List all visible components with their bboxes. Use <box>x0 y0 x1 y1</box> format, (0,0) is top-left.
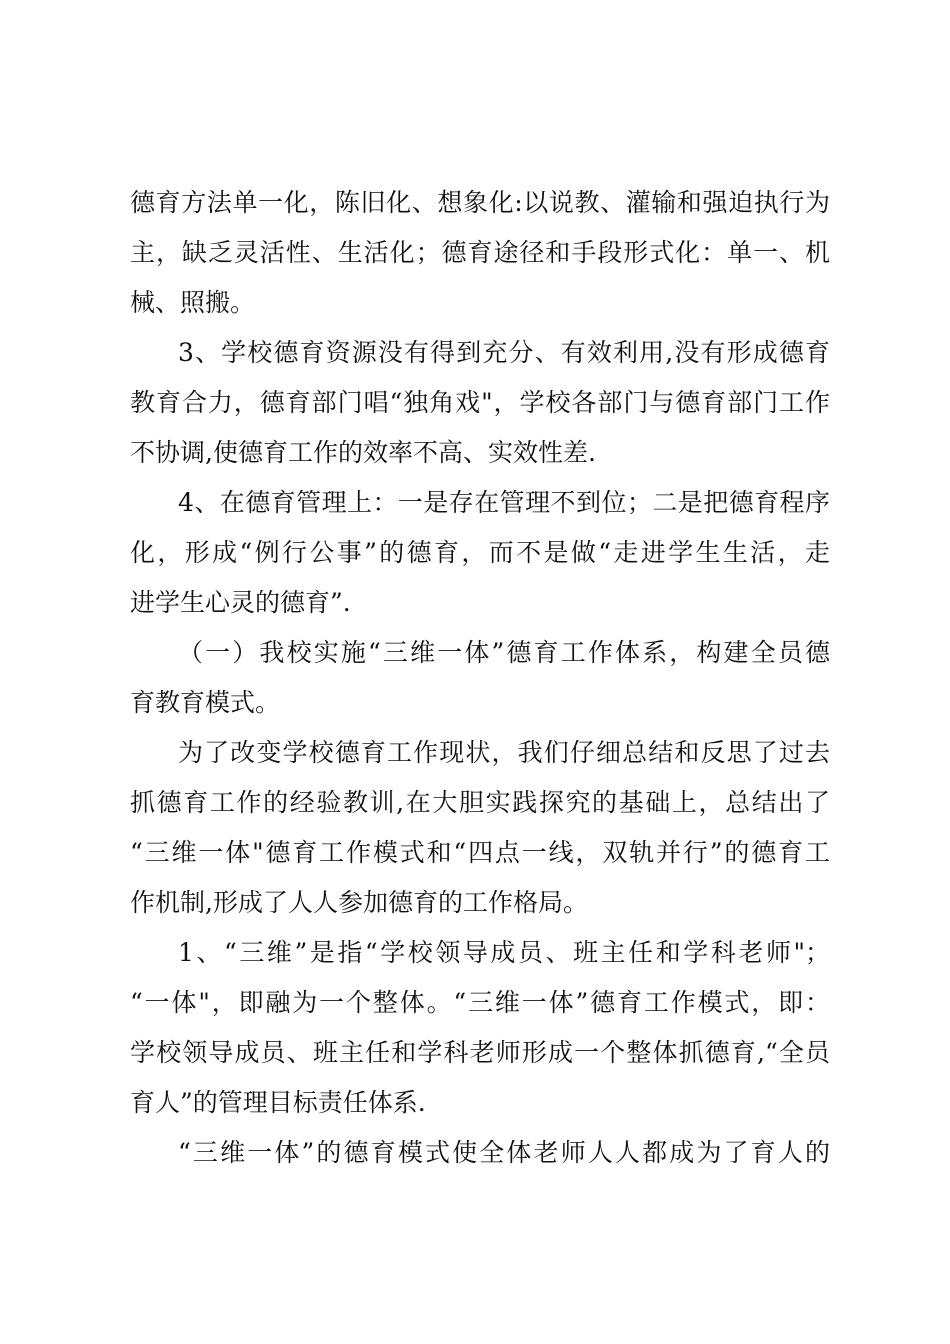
section-heading: （一）我校实施“三维一体”德育工作体系，构建全员德 <box>178 638 830 667</box>
section-heading: 育教育模式。 <box>130 688 281 717</box>
text-line: “三维一体"德育工作模式和“四点一线，双轨并行”的德育工 <box>130 838 830 867</box>
text-line: 械、照搬。 <box>130 288 256 317</box>
text-line: 学校领导成员、班主任和学科老师形成一个整体抓德育,“全员 <box>130 1038 830 1067</box>
text-line: 育人”的管理目标责任体系. <box>130 1088 426 1117</box>
text-line: 主，缺乏灵活性、生活化；德育途径和手段形式化：单一、机 <box>130 238 830 267</box>
text-line: 不协调,使德育工作的效率不高、实效性差. <box>130 438 596 467</box>
text-line: 化，形成“例行公事”的德育，而不是做“走进学生生活，走 <box>130 538 830 567</box>
text-line: 1、“三维”是指“学校领导成员、班主任和学科老师"； <box>178 938 830 967</box>
text-line: 作机制,形成了人人参加德育的工作格局。 <box>130 888 588 917</box>
text-line: “一体"，即融为一个整体。“三维一体”德育工作模式，即： <box>130 988 830 1017</box>
text-line: 抓德育工作的经验教训,在大胆实践探究的基础上，总结出了 <box>130 788 830 817</box>
text-line: 为了改变学校德育工作现状，我们仔细总结和反思了过去 <box>178 738 830 767</box>
text-line: “三维一体”的德育模式使全体老师人人都成为了育人的 <box>178 1138 830 1167</box>
text-line: 德育方法单一化，陈旧化、想象化:以说教、灌输和强迫执行为 <box>130 188 830 217</box>
text-line: 进学生心灵的德育”. <box>130 588 351 617</box>
text-line: 4、在德育管理上：一是存在管理不到位；二是把德育程序 <box>178 488 830 517</box>
text-line: 教育合力，德育部门唱“独角戏"，学校各部门与德育部门工作 <box>130 388 830 417</box>
text-line: 3、学校德育资源没有得到充分、有效利用,没有形成德育 <box>178 338 830 367</box>
